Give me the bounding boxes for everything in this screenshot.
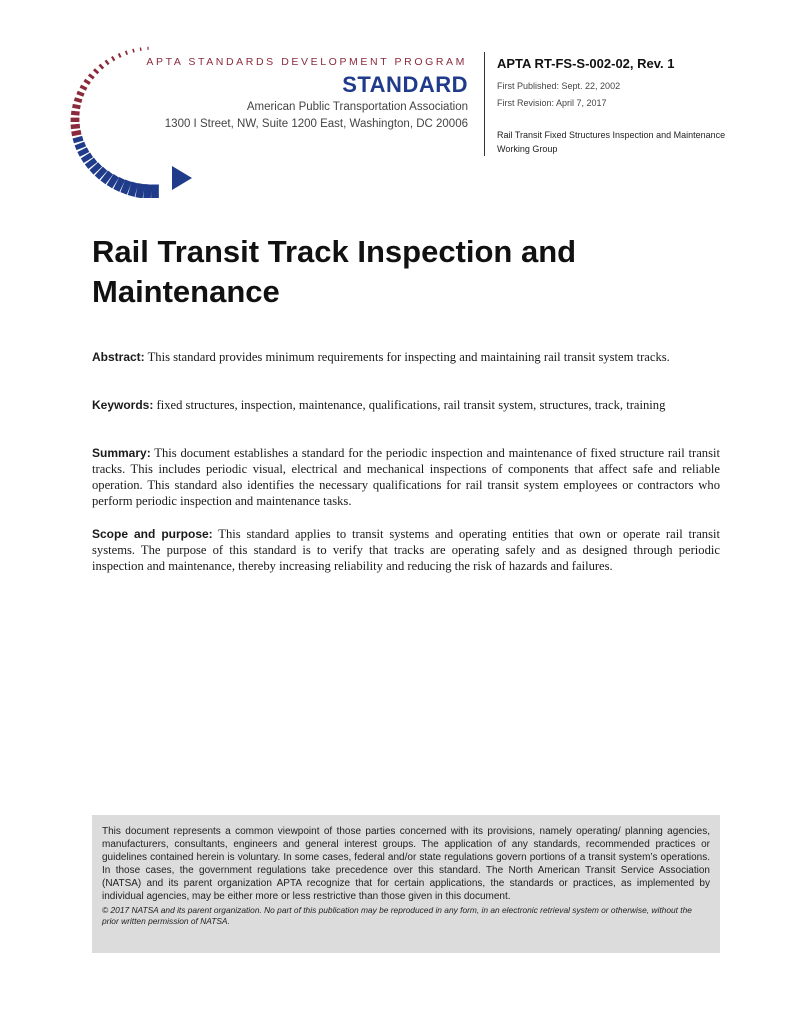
abstract-paragraph bbox=[92, 349, 720, 365]
arc-segment bbox=[147, 47, 148, 50]
working-group: Rail Transit Fixed Structures Inspection and Maintenance Working Group bbox=[497, 130, 726, 154]
keywords-label: Keywords: bbox=[92, 398, 154, 412]
arc-segment bbox=[140, 47, 142, 51]
document-id: APTA RT-FS-S-002-02, Rev. 1 bbox=[497, 56, 675, 71]
arc-arrow-tip bbox=[172, 166, 192, 190]
association-name: American Public Transportation Association bbox=[246, 101, 468, 113]
scope-label: Scope and purpose: bbox=[92, 527, 213, 541]
summary-paragraph bbox=[92, 445, 720, 509]
program-name: APTA STANDARDS DEVELOPMENT PROGRAM bbox=[146, 56, 467, 68]
arc-segment bbox=[71, 130, 81, 136]
header-divider bbox=[484, 52, 485, 156]
association-address: 1300 I Street, NW, Suite 1200 East, Washington, DC 20006 bbox=[164, 118, 468, 130]
first-published: First Published: Sept. 22, 2002 bbox=[497, 81, 621, 91]
arc-segment bbox=[143, 184, 152, 198]
arc-segment bbox=[99, 64, 105, 70]
abstract-label: Abstract: bbox=[92, 350, 145, 364]
scope-paragraph bbox=[92, 526, 720, 574]
arc-segment bbox=[73, 136, 84, 143]
copyright-notice: © 2017 NATSA and its parent organization. No part of this publication may be reproduced in any form, in an electronic retrieval system or otherwise, without the prior written permission of NATSA. bbox=[102, 905, 692, 926]
arc-segment bbox=[80, 85, 88, 91]
arc-segment bbox=[72, 104, 81, 109]
abstract-text: This standard provides minimum requirements for inspecting and maintaining rail transit system tracks. bbox=[147, 350, 670, 364]
arc-segment bbox=[111, 56, 115, 61]
arc-segment bbox=[105, 60, 110, 66]
summary-text: This document establishes a standard for the periodic inspection and maintenance of fixed structure rail transit tracks. This includes periodic visual, electrical and mechanical inspections of components that affect safe and reliable operation. This standard also identifies the necessary qualifications for rail transit system employees or contractors who perform periodic inspection and maintenance tasks. bbox=[92, 446, 720, 508]
scope-text: This standard applies to transit systems and operating entities that own or operate rail transit systems. The purpose of this standard is to verify that tracks are operating safely and as designed through periodic inspection and maintenance, thereby increasing reliability and reducing the risk of hazards and failures. bbox=[92, 527, 720, 573]
arc-segment bbox=[71, 111, 80, 116]
arc-segment bbox=[71, 118, 80, 122]
arc-segment bbox=[83, 79, 90, 85]
first-revision: First Revision: April 7, 2017 bbox=[497, 98, 607, 108]
page-title: Rail Transit Track Inspection and Maintenance bbox=[92, 234, 577, 309]
arc-segment bbox=[132, 49, 135, 53]
standard-label: STANDARD bbox=[342, 72, 468, 97]
summary-label: Summary: bbox=[92, 446, 151, 460]
keywords-text: fixed structures, inspection, maintenance, qualifications, rail transit system, structures, track, training bbox=[156, 398, 666, 412]
arc-segment bbox=[76, 91, 84, 97]
arc-segment bbox=[74, 97, 82, 103]
arc-segment bbox=[71, 124, 81, 129]
disclaimer-box bbox=[92, 815, 720, 953]
arc-segment bbox=[93, 68, 99, 74]
keywords-paragraph bbox=[92, 397, 720, 413]
disclaimer-text: This document represents a common viewpoint of those parties concerned with its provisions, namely operating/ planning agencies, manufacturers, consultants, engineers and general interest groups. The application of any standards, recommended practices or guidelines contained herein is voluntary. In some cases, federal and/or state regulations govern portions of a transit system’s operations. In those cases, the government regulations take precedence over this standard. The North American Transit Service Association (NATSA) and its parent organization APTA recognize that for certain applications, the standards or practices, as implemented by individual agencies, may be either more or less restrictive than those given in this document. bbox=[102, 826, 710, 902]
arc-segment bbox=[118, 53, 122, 58]
arc-segment bbox=[151, 185, 159, 199]
arc-segment bbox=[88, 73, 95, 79]
arc-segment bbox=[125, 51, 128, 55]
